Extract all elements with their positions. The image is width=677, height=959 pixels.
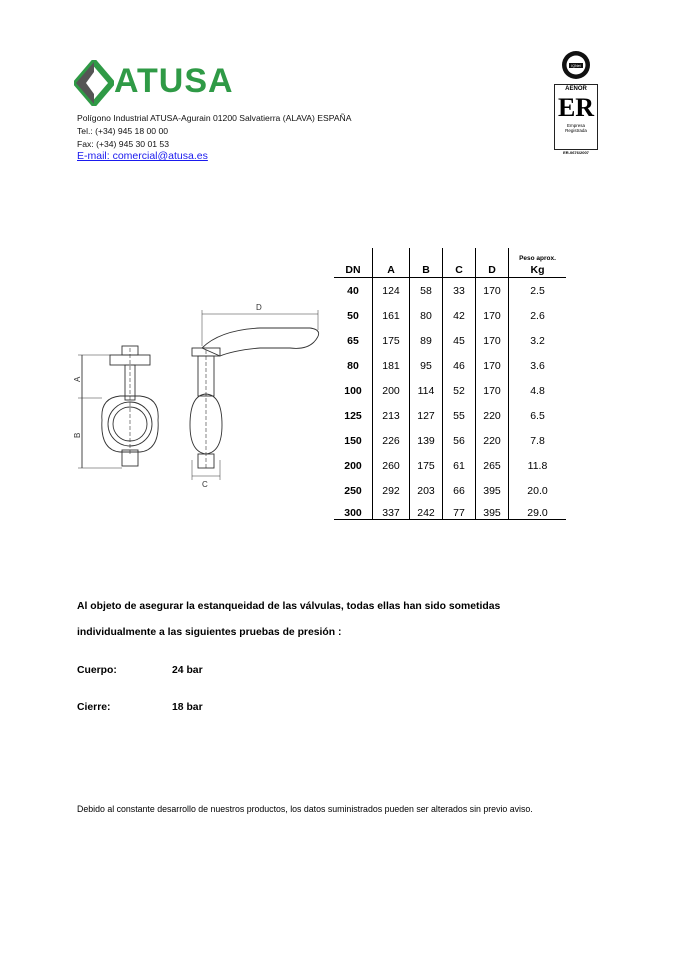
cell-b: 114 xyxy=(410,378,443,403)
col-header-dn: DN xyxy=(334,248,373,278)
cell-b: 139 xyxy=(410,428,443,453)
company-tel: Tel.: (+34) 945 18 00 00 xyxy=(77,126,169,136)
company-logo xyxy=(74,60,274,106)
cell-d: 170 xyxy=(476,353,509,378)
er-label: ER xyxy=(557,93,595,122)
cell-dn: 65 xyxy=(347,334,359,347)
cell-dn: 80 xyxy=(347,359,359,372)
seat-pressure-label: Cierre: xyxy=(77,702,111,713)
cell-dn: 125 xyxy=(344,409,362,422)
cell-b: 80 xyxy=(410,303,443,328)
aenor-label: AENOR xyxy=(565,86,587,92)
cell-weight: 20.0 xyxy=(509,478,567,503)
cell-c: 45 xyxy=(443,328,476,353)
cell-a: 181 xyxy=(373,353,410,378)
iqnet-seal-icon xyxy=(561,50,591,80)
cell-a: 124 xyxy=(373,278,410,304)
cell-b: 89 xyxy=(410,328,443,353)
cell-c: 56 xyxy=(443,428,476,453)
col-header-b: B xyxy=(410,248,443,278)
table-row xyxy=(334,303,566,328)
iqnet-label: IQNet xyxy=(571,64,581,68)
cell-c: 61 xyxy=(443,453,476,478)
valve-front-view xyxy=(78,346,158,468)
cell-c: 77 xyxy=(443,503,476,520)
table-row xyxy=(334,378,566,403)
cell-b: 203 xyxy=(410,478,443,503)
cell-a: 213 xyxy=(373,403,410,428)
logo-text: ATUSA xyxy=(114,62,234,100)
cell-b: 175 xyxy=(410,453,443,478)
email-link[interactable]: E-mail: comercial@atusa.es xyxy=(77,150,208,162)
cell-a: 161 xyxy=(373,303,410,328)
cell-d: 170 xyxy=(476,303,509,328)
cell-d: 395 xyxy=(476,503,509,520)
cell-a: 226 xyxy=(373,428,410,453)
cell-d: 265 xyxy=(476,453,509,478)
col-header-weight xyxy=(509,248,567,278)
dimensions-table xyxy=(334,248,566,520)
company-address: Polígono Industrial ATUSA-Agurain 01200 Salvatierra (ALAVA) ESPAÑA xyxy=(77,113,352,123)
table-row xyxy=(334,453,566,478)
aenor-mark xyxy=(554,84,598,150)
cell-a: 292 xyxy=(373,478,410,503)
cell-dn: 150 xyxy=(344,434,362,447)
intro-line-2: individualmente a las siguientes pruebas de presión : xyxy=(77,627,342,638)
intro-line-1: Al objeto de asegurar la estanqueidad de las válvulas, todas ellas han sido sometidas xyxy=(77,601,501,612)
registered-label xyxy=(555,123,597,133)
dim-d-label: D xyxy=(256,303,262,312)
cell-d: 220 xyxy=(476,428,509,453)
dim-b-label: B xyxy=(73,432,82,438)
cell-d: 220 xyxy=(476,403,509,428)
cell-weight: 29.0 xyxy=(509,503,567,520)
cell-c: 33 xyxy=(443,278,476,304)
dim-a-label: A xyxy=(73,376,82,382)
cell-a: 260 xyxy=(373,453,410,478)
cell-weight: 6.5 xyxy=(509,403,567,428)
disclaimer-note: Debido al constante desarrollo de nuestros productos, los datos suministrados pueden ser alterados sin previo aviso. xyxy=(77,804,533,814)
cell-a: 337 xyxy=(373,503,410,520)
table-row xyxy=(334,428,566,453)
valve-technical-drawing xyxy=(70,290,340,490)
aenor-certificate xyxy=(554,50,598,158)
cell-d: 170 xyxy=(476,278,509,304)
registered-line-2: Registrada xyxy=(565,128,587,133)
cell-weight: 3.2 xyxy=(509,328,567,353)
cell-dn: 250 xyxy=(344,484,362,497)
company-fax: Fax: (+34) 945 30 01 53 xyxy=(77,139,169,149)
cell-a: 200 xyxy=(373,378,410,403)
cell-dn: 50 xyxy=(347,309,359,322)
certificate-code: ER-0676/2007 xyxy=(563,150,589,155)
cell-weight: 7.8 xyxy=(509,428,567,453)
cell-weight: 3.6 xyxy=(509,353,567,378)
cell-b: 58 xyxy=(410,278,443,304)
body-pressure-label: Cuerpo: xyxy=(77,665,117,676)
table-header-row xyxy=(334,248,566,278)
cell-weight: 4.8 xyxy=(509,378,567,403)
cell-weight: 2.6 xyxy=(509,303,567,328)
cell-c: 46 xyxy=(443,353,476,378)
table-row xyxy=(334,353,566,378)
cell-c: 66 xyxy=(443,478,476,503)
cell-c: 55 xyxy=(443,403,476,428)
registered-line-1: Empresa xyxy=(566,123,585,128)
weight-header-unit: Kg xyxy=(530,264,545,276)
cell-dn: 40 xyxy=(347,284,359,297)
table-row xyxy=(334,403,566,428)
col-header-a: A xyxy=(373,248,410,278)
cell-b: 95 xyxy=(410,353,443,378)
table-row xyxy=(334,503,566,520)
table-row xyxy=(334,278,566,304)
col-header-d: D xyxy=(476,248,509,278)
cell-c: 52 xyxy=(443,378,476,403)
cell-d: 395 xyxy=(476,478,509,503)
valve-side-view xyxy=(190,310,319,480)
cell-weight: 11.8 xyxy=(509,453,567,478)
dim-c-label: C xyxy=(202,480,208,489)
table-row xyxy=(334,478,566,503)
cell-a: 175 xyxy=(373,328,410,353)
cell-dn: 300 xyxy=(334,503,373,520)
cell-d: 170 xyxy=(476,328,509,353)
cell-c: 42 xyxy=(443,303,476,328)
table-row xyxy=(334,328,566,353)
weight-header-label: Peso aprox. xyxy=(519,255,556,262)
cell-dn: 100 xyxy=(344,384,362,397)
cell-dn: 200 xyxy=(344,459,362,472)
cell-d: 170 xyxy=(476,378,509,403)
cell-weight: 2.5 xyxy=(509,278,567,304)
logo-diamond-icon xyxy=(74,60,114,106)
cell-b: 242 xyxy=(410,503,443,520)
seat-pressure-value: 18 bar xyxy=(172,702,203,713)
cell-b: 127 xyxy=(410,403,443,428)
body-pressure-value: 24 bar xyxy=(172,665,203,676)
col-header-c: C xyxy=(443,248,476,278)
